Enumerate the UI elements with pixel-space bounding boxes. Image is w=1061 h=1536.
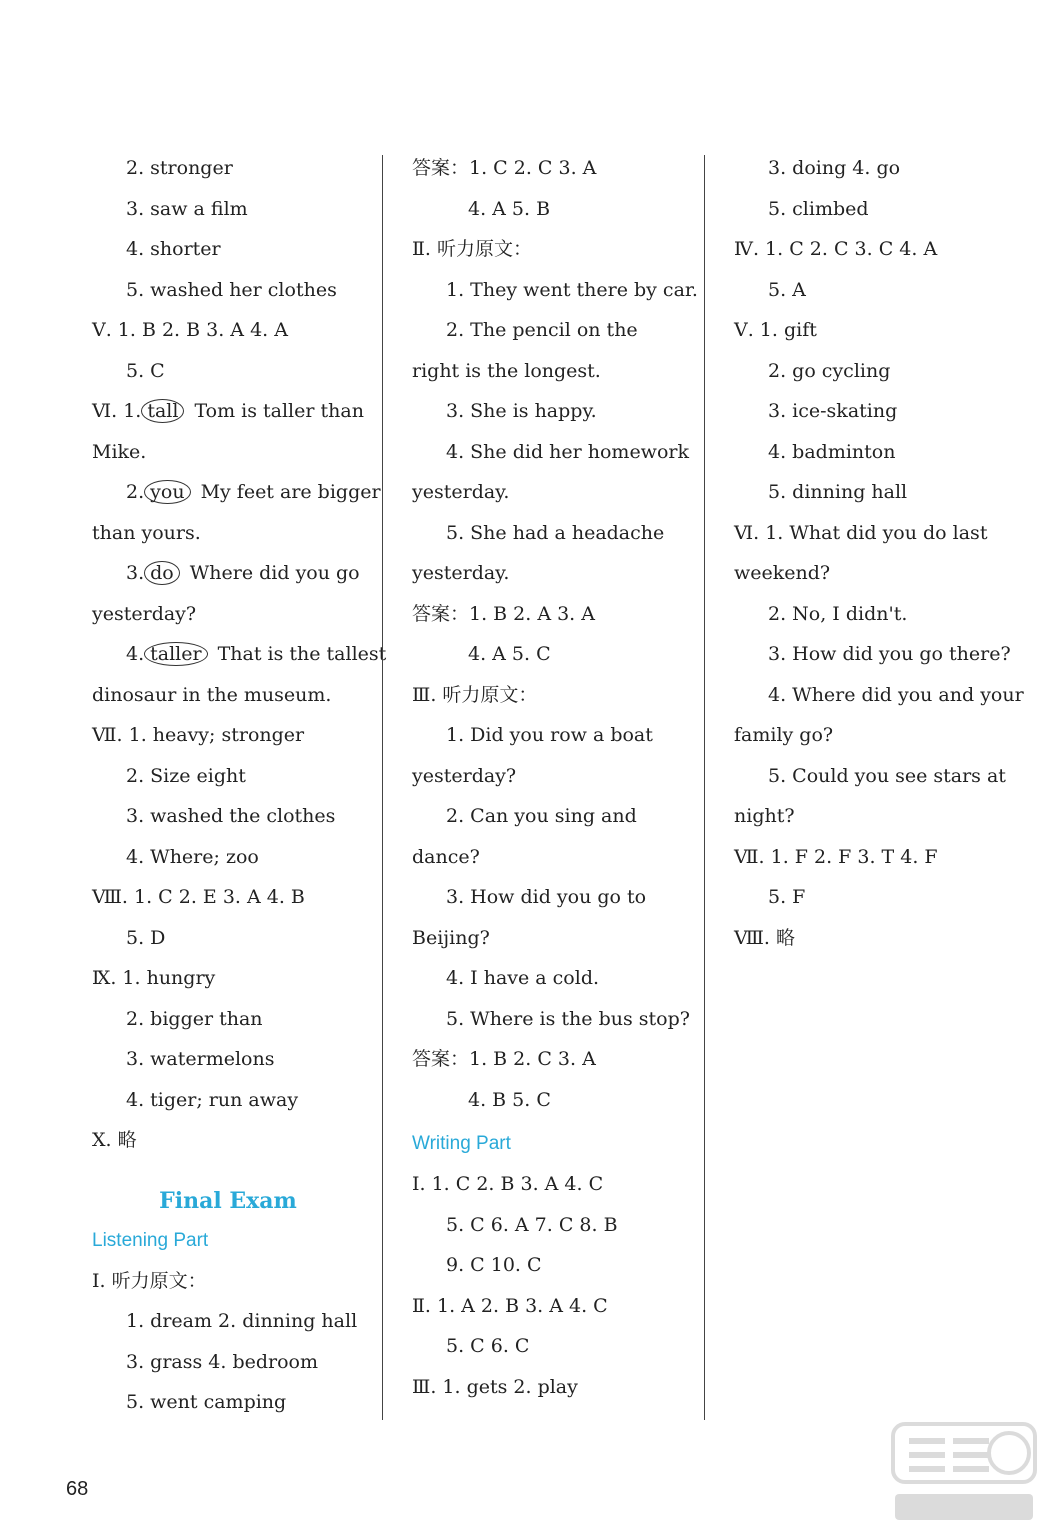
answer-line: than yours. xyxy=(92,521,201,544)
answer-line: Ⅹ. 略 xyxy=(92,1129,137,1151)
answer-line: 3. How did you go there? xyxy=(768,643,1011,665)
answer-line: Ⅳ. 1. C 2. C 3. C 4. A xyxy=(734,238,938,260)
answer-line: Ⅷ. 1. C 2. E 3. A 4. B xyxy=(92,886,305,908)
section-heading: Final Exam xyxy=(159,1187,297,1214)
answer-line: 答案：1. C 2. C 3. A xyxy=(412,157,597,179)
answer-line: 4. She did her homework xyxy=(446,440,689,463)
answer-line: Ⅱ. 1. A 2. B 3. A 4. C xyxy=(412,1294,608,1317)
answer-line: weekend? xyxy=(734,562,831,584)
circled-word: you xyxy=(144,480,190,504)
answer-line: Ⅰ. 听力原文： xyxy=(92,1269,207,1292)
column-divider xyxy=(704,155,705,1420)
answer-line: 5. C 6. A 7. C 8. B xyxy=(446,1213,618,1236)
answer-line: 4. A 5. B xyxy=(468,197,551,220)
answer-line: right is the longest. xyxy=(412,359,601,382)
answer-line: yesterday. xyxy=(412,562,510,584)
answer-line: 3. How did you go to xyxy=(446,886,647,908)
answer-line: 答案：1. B 2. A 3. A xyxy=(412,602,595,625)
answer-line: 4. shorter xyxy=(126,238,221,260)
answer-line: dance? xyxy=(412,845,480,868)
answer-line: yesterday? xyxy=(92,602,197,625)
answer-line: 5. D xyxy=(126,926,166,949)
column-divider xyxy=(382,155,383,1420)
answer-line: 2. The pencil on the xyxy=(446,319,638,341)
answer-line: Ⅲ. 1. gets 2. play xyxy=(412,1375,578,1398)
page-number: 68 xyxy=(66,1478,89,1500)
answer-line: 3. doing 4. go xyxy=(768,157,901,179)
answer-line: 5. climbed xyxy=(768,197,869,220)
answer-line: 3. saw a film xyxy=(126,197,248,220)
answer-line: Ⅱ. 听力原文： xyxy=(412,238,532,260)
answer-line: 5. C 6. C xyxy=(446,1335,530,1357)
answer-line xyxy=(92,391,364,432)
answer-line: 3. washed the clothes xyxy=(126,805,336,827)
answer-line: 4. badminton xyxy=(768,440,896,463)
answer-line: 1. Did you row a boat xyxy=(446,724,653,746)
watermark-logo xyxy=(889,1416,1039,1526)
answer-line: Ⅵ. 1. What did you do last xyxy=(734,521,988,544)
answer-line: 答案：1. B 2. C 3. A xyxy=(412,1048,596,1070)
answer-line: 5. A xyxy=(768,278,806,301)
answer-line: 9. C 10. C xyxy=(446,1254,542,1276)
answer-line: 2. bigger than xyxy=(126,1007,263,1030)
answer-line: 4. B 5. C xyxy=(468,1088,551,1111)
circled-word: do xyxy=(144,561,180,585)
answer-line: 5. washed her clothes xyxy=(126,278,337,301)
answer-line: 3. watermelons xyxy=(126,1048,275,1070)
item-number: Ⅵ. 1. xyxy=(92,400,142,422)
answer-line: 5. Where is the bus stop? xyxy=(446,1007,690,1030)
answer-line: 5. dinning hall xyxy=(768,481,908,503)
answer-line: 4. tiger; run away xyxy=(126,1088,299,1111)
answer-column-1 xyxy=(92,148,387,1423)
circled-word: taller xyxy=(144,642,207,666)
answer-line: yesterday? xyxy=(412,764,517,787)
circled-word: tall xyxy=(141,399,184,423)
answer-line xyxy=(92,634,387,675)
answer-text: My feet are bigger xyxy=(200,481,381,503)
answer-line xyxy=(92,472,381,513)
answer-line: yesterday. xyxy=(412,481,510,503)
answer-line: 5. She had a headache xyxy=(446,521,665,544)
answer-line: 3. She is happy. xyxy=(446,400,597,422)
answer-text: Tom is taller than xyxy=(194,400,364,422)
answer-text: Where did you go xyxy=(189,562,360,584)
answer-line: 5. F xyxy=(768,886,806,908)
answer-line: Mike. xyxy=(92,440,147,463)
answer-line: 2. Can you sing and xyxy=(446,805,637,827)
answer-line: Ⅲ. 听力原文： xyxy=(412,683,538,706)
answer-line: 4. Where did you and your xyxy=(768,683,1024,706)
answer-line: dinosaur in the museum. xyxy=(92,683,332,706)
answer-line: 2. Size eight xyxy=(126,764,246,787)
item-number: 4. xyxy=(126,643,145,665)
part-heading: Writing Part xyxy=(412,1133,511,1154)
item-number: 3. xyxy=(126,562,145,584)
item-number: 2. xyxy=(126,481,145,503)
answer-column-3 xyxy=(734,148,1024,958)
answer-text: That is the tallest xyxy=(217,643,387,665)
answer-line: 4. A 5. C xyxy=(468,643,551,665)
answer-line: 1. They went there by car. xyxy=(446,278,698,301)
answer-line: Ⅴ. 1. gift xyxy=(734,319,817,341)
answer-line: Ⅷ. 略 xyxy=(734,926,796,949)
answer-column-2 xyxy=(412,148,698,1407)
answer-line: 3. ice-skating xyxy=(768,400,898,422)
answer-line: Ⅰ. 1. C 2. B 3. A 4. C xyxy=(412,1173,604,1195)
answer-line: 5. went camping xyxy=(126,1391,287,1413)
answer-line: 4. I have a cold. xyxy=(446,967,600,989)
answer-line: 2. No, I didn't. xyxy=(768,602,908,625)
answer-line: 5. C xyxy=(126,359,165,382)
part-heading: Listening Part xyxy=(92,1229,209,1251)
answer-line: 3. grass 4. bedroom xyxy=(126,1350,318,1373)
answer-line: 5. Could you see stars at xyxy=(768,764,1006,787)
answer-line xyxy=(92,553,364,594)
answer-line: Ⅴ. 1. B 2. B 3. A 4. A xyxy=(92,319,288,341)
answer-line: 4. Where; zoo xyxy=(126,845,259,868)
answer-line: Beijing? xyxy=(412,926,490,949)
answer-line: Ⅸ. 1. hungry xyxy=(92,967,216,989)
answer-line: 1. dream 2. dinning hall xyxy=(126,1310,358,1332)
answer-line: 2. stronger xyxy=(126,157,233,179)
answer-line: family go? xyxy=(734,724,834,746)
answer-line: night? xyxy=(734,805,795,827)
answer-line: Ⅶ. 1. heavy; stronger xyxy=(92,724,305,746)
answer-line: 2. go cycling xyxy=(768,359,891,382)
answer-line: Ⅶ. 1. F 2. F 3. T 4. F xyxy=(734,845,938,868)
